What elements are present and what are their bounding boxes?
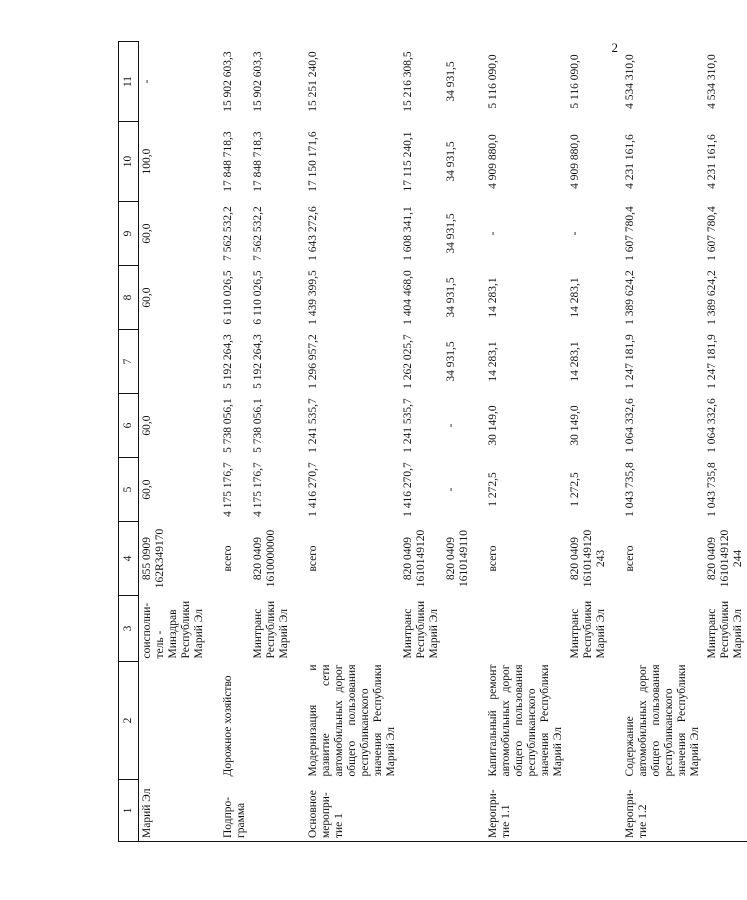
table-cell: соисполни-тель - Минздрав Республики Марий Эл [141,600,205,659]
table-cell: 820 0409 1610000000 [252,529,277,588]
table-row [567,42,622,842]
column-header: 7 [119,330,139,394]
table-cell: 6 110 026,5 [252,270,264,325]
table-cell [622,596,704,662]
table-cell: Основное меропри-тие 1 [305,780,400,842]
table-cell: 17 848 718,3 [222,131,234,192]
table-cell: 1 247 181,9 [624,334,636,389]
header-row [119,42,139,842]
table-cell: 5 116 090,0 [487,54,499,109]
table-cell: 4 534 310,0 [624,54,636,109]
table-cell: 15 216 308,5 [402,51,414,112]
table-cell: 60,0 [141,287,153,308]
table-cell: 34 931,5 [445,213,457,254]
table-cell: Минтранс Республики Марий Эл [252,600,290,659]
table-cell [400,662,443,780]
table-cell: Меропри-тие 1.2 [622,780,704,842]
table-cell: 1 064 332,6 [624,398,636,453]
table-cell: 1 608 341,1 [402,206,414,261]
table-cell [443,662,485,780]
table-cell: 820 0409 1610149110 [445,529,470,588]
table-cell: 14 283,1 [569,341,581,382]
table-cell: всего [487,545,499,572]
table-cell: 1 296 957,2 [307,334,319,389]
table-cell: 15 251 240,0 [307,51,319,112]
table-cell: 14 283,1 [569,277,581,318]
table-cell: 5 192 264,3 [252,334,264,389]
table-cell: 30 149,0 [569,405,581,446]
column-header: 5 [119,458,139,522]
table-row [622,42,704,842]
table-cell [305,596,400,662]
table-cell: 5 738 056,1 [252,398,264,453]
table-cell: 1 043 735,8 [706,462,718,517]
table-cell: 60,0 [141,479,153,500]
table-cell [704,780,747,842]
table-cell: Марий Эл [139,780,221,842]
table-cell: 34 931,5 [445,61,457,102]
table-cell: 34 931,5 [445,277,457,318]
table-row [220,42,250,842]
table-cell: 4 175 176,7 [252,462,264,517]
table-cell: 5 738 056,1 [222,398,234,453]
table-cell: - [445,423,457,428]
table-row [139,42,221,842]
table-cell: 1 416 270,7 [402,462,414,517]
table-cell: 1 043 735,8 [624,462,636,517]
table-cell: 6 110 026,5 [222,270,234,325]
table-cell: всего [222,545,234,572]
table-body [139,42,747,842]
table-cell: всего [624,545,636,572]
table-cell: 1 404 468,0 [402,270,414,325]
table-cell: 60,0 [141,223,153,244]
table-cell [567,662,622,780]
column-header: 3 [119,596,139,662]
table-cell: 1 389 624,2 [624,270,636,325]
table-cell: 34 931,5 [445,341,457,382]
table-cell: 34 931,5 [445,141,457,182]
table-cell: Минтранс Республики Марий Эл [706,600,744,659]
table-cell [400,780,443,842]
table-cell: 7 562 532,2 [222,206,234,261]
column-header: 8 [119,266,139,330]
table-cell: 1 064 332,6 [706,398,718,453]
table-cell: Минтранс Республики Марий Эл [402,600,440,659]
table-cell: Минтранс Республики Марий Эл [569,600,607,659]
column-header: 6 [119,394,139,458]
table-cell [567,780,622,842]
table-cell: 1 247 181,9 [706,334,718,389]
table-cell [704,662,747,780]
table-cell [443,780,485,842]
table-cell: 820 0409 1610149120 243 [569,529,607,588]
table-cell: Содержание автомобильных дорог общего пользования республиканского значения Республики Марий Эл [624,664,701,777]
table-cell: 855 0909 162R349170 [141,528,166,589]
table-cell: 15 902 603,3 [222,51,234,112]
table-cell: 1 416 270,7 [307,462,319,517]
table-cell: 1 439 399,5 [307,270,319,325]
table-cell: - [569,231,581,236]
table-cell [250,780,305,842]
table-cell: 1 262 025,7 [402,334,414,389]
table-cell: - [487,231,499,236]
table-row [400,42,443,842]
table-cell: 820 0409 1610149120 [402,529,427,588]
table-row [485,42,567,842]
table-cell: 4 231 161,6 [624,134,636,189]
table-cell: 15 902 603,3 [252,51,264,112]
column-header: 4 [119,522,139,596]
table-cell: 1 241 535,7 [307,398,319,453]
table-cell: 1 241 535,7 [402,398,414,453]
table-cell: 14 283,1 [487,341,499,382]
table-cell [139,662,221,780]
table-cell: 14 283,1 [487,277,499,318]
table-cell [220,596,250,662]
table-cell: 1 272,5 [569,472,581,507]
budget-table [118,41,747,842]
table-cell [485,596,567,662]
table-cell [139,330,221,394]
table-cell: 60,0 [141,415,153,436]
table-cell: 5 116 090,0 [569,54,581,109]
table-cell: - [141,79,153,84]
table-row [305,42,400,842]
table-cell: 4 231 161,6 [706,134,718,189]
table-cell: 17 848 718,3 [252,131,264,192]
table-row [443,42,485,842]
table-cell: - [445,487,457,492]
table-row [704,42,747,842]
table-cell: Капитальный ремонт автомобильных дорог общего пользования республиканского значения Республики Марий Эл [487,664,564,777]
table-cell: 4 909 880,0 [487,134,499,189]
rotated-table-container [118,42,744,842]
table-cell [443,596,485,662]
table-cell: всего [307,545,319,572]
column-header: 9 [119,202,139,266]
table-cell: 1 643 272,6 [307,206,319,261]
column-header: 10 [119,122,139,202]
table-cell: 7 562 532,2 [252,206,264,261]
table-cell: Подпро-грамма [220,780,250,842]
table-cell: 1 607 780,4 [706,206,718,261]
table-cell [250,662,305,780]
table-cell: 4 909 880,0 [569,134,581,189]
table-cell: 1 607 780,4 [624,206,636,261]
table-cell: 4 175 176,7 [222,462,234,517]
table-cell: Дорожное хозяйство [222,675,234,777]
column-header: 11 [119,42,139,122]
column-header: 2 [119,662,139,780]
table-cell: 30 149,0 [487,405,499,446]
table-row [250,42,305,842]
table-cell: Модернизация и развитие сети автомобильных дорог общего пользования республиканского значения Республики Марий Эл [307,664,397,777]
table-cell: 17 115 240,1 [402,131,414,192]
table-cell: 5 192 264,3 [222,334,234,389]
table-cell: 820 0409 1610149120 244 [706,529,744,588]
table-cell: 100,0 [141,148,153,175]
page-number: 2 [611,40,618,55]
table-cell: 1 389 624,2 [706,270,718,325]
table-cell: 1 272,5 [487,472,499,507]
table-cell: Меропри-тие 1.1 [485,780,567,842]
column-header: 1 [119,780,139,842]
table-cell: 4 534 310,0 [706,54,718,109]
table-cell: 17 150 171,6 [307,131,319,192]
